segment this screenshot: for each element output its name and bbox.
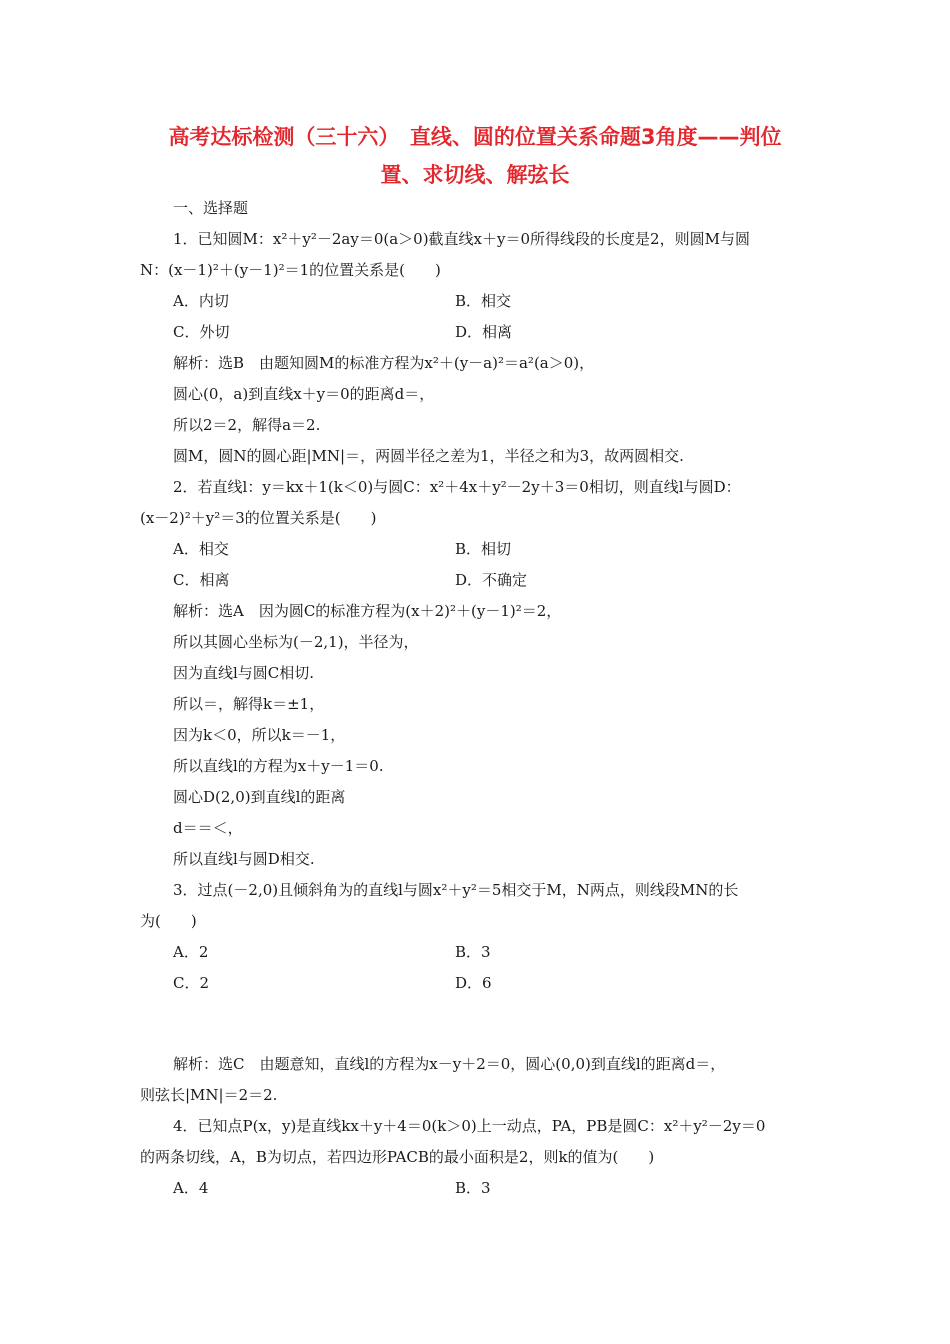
question-2-line-1: 2．若直线l：y＝kx＋1(k＜0)与圆C：x²＋4x＋y²－2y＋3＝0相切，则直线l与圆D： xyxy=(173,478,741,496)
q2-solution-line: 所以直线l与圆D相交. xyxy=(173,850,315,868)
title-line-1: 高考达标检测（三十六） 直线、圆的位置关系命题3角度——判位 xyxy=(168,125,782,149)
q1-option-a: A．内切 xyxy=(173,292,229,310)
q1-solution-line: 解析：选B 由题知圆M的标准方程为x²＋(y－a)²＝a²(a＞0)， xyxy=(173,354,595,372)
q4-option-b: B．3 xyxy=(455,1179,491,1197)
q2-solution-line: 因为k＜0，所以k＝－1， xyxy=(173,726,346,744)
q2-solution-line: 所以其圆心坐标为(－2,1)，半径为， xyxy=(173,633,419,651)
q2-solution-line: d＝＝＜， xyxy=(173,819,243,837)
q3-option-a: A．2 xyxy=(173,943,209,961)
question-3-line-2: 为( ) xyxy=(140,912,197,930)
q3-option-b: B．3 xyxy=(455,943,491,961)
question-3-line-1: 3．过点(－2,0)且倾斜角为的直线l与圆x²＋y²＝5相交于M，N两点，则线段MN的长 xyxy=(173,881,739,899)
q2-solution-line: 所以＝，解得k＝±1， xyxy=(173,695,325,713)
q1-solution-line: 圆心(0，a)到直线x＋y＝0的距离d＝， xyxy=(173,385,435,403)
title-line-2: 置、求切线、解弦长 xyxy=(380,163,570,187)
q3-solution-line: 解析：选C 由题意知，直线l的方程为x－y＋2＝0，圆心(0,0)到直线l的距离d＝， xyxy=(173,1055,726,1073)
q2-solution-line: 因为直线l与圆C相切. xyxy=(173,664,315,682)
q1-solution-line: 圆M，圆N的圆心距|MN|＝，两圆半径之差为1，半径之和为3，故两圆相交. xyxy=(173,447,684,465)
q1-option-d: D．相离 xyxy=(455,323,513,341)
q2-option-c: C．相离 xyxy=(173,571,230,589)
q1-option-c: C．外切 xyxy=(173,323,230,341)
q2-option-a: A．相交 xyxy=(173,540,229,558)
question-1-line-1: 1．已知圆M：x²＋y²－2ay＝0(a＞0)截直线x＋y＝0所得线段的长度是2，则圆M与圆 xyxy=(173,230,750,248)
question-4-line-2: 的两条切线，A，B为切点，若四边形PACB的最小面积是2，则k的值为( ) xyxy=(140,1148,655,1166)
page-title xyxy=(140,118,810,194)
q2-solution-line: 圆心D(2,0)到直线l的距离 xyxy=(173,788,346,806)
q2-solution-line: 解析：选A 因为圆C的标准方程为(x＋2)²＋(y－1)²＝2， xyxy=(173,602,562,620)
q2-option-d: D．不确定 xyxy=(455,571,528,589)
q3-option-c: C．2 xyxy=(173,974,210,992)
q2-option-b: B．相切 xyxy=(455,540,512,558)
q3-solution-line: 则弦长|MN|＝2＝2. xyxy=(140,1086,278,1104)
q4-option-a: A．4 xyxy=(173,1179,209,1197)
q1-solution-line: 所以2＝2，解得a＝2. xyxy=(173,416,321,434)
question-4-line-1: 4．已知点P(x，y)是直线kx＋y＋4＝0(k＞0)上一动点，PA，PB是圆C：x²＋y²－2y＝0 xyxy=(173,1117,766,1135)
q3-option-d: D．6 xyxy=(455,974,492,992)
question-1-line-2: N：(x－1)²＋(y－1)²＝1的位置关系是( ) xyxy=(140,261,441,279)
question-2-line-2: (x－2)²＋y²＝3的位置关系是( ) xyxy=(140,509,377,527)
q2-solution-line: 所以直线l的方程为x＋y－1＝0. xyxy=(173,757,384,775)
q1-option-b: B．相交 xyxy=(455,292,512,310)
section-heading: 一、选择题 xyxy=(173,199,249,217)
